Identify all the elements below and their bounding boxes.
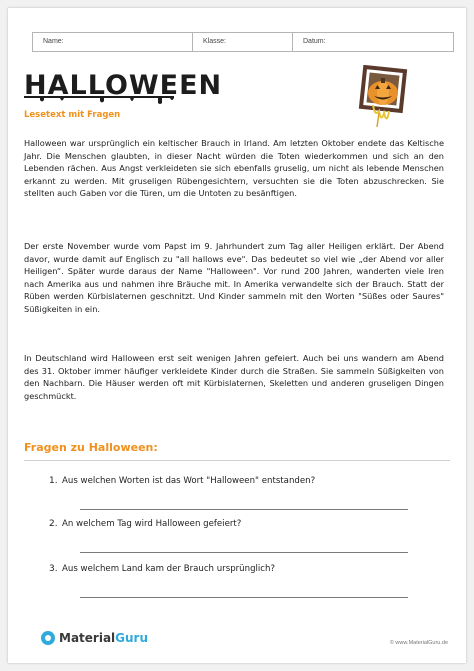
question-text: An welchem Tag wird Halloween gefeiert? <box>62 519 242 529</box>
question-text: Aus welchem Land kam der Brauch ursprünglich? <box>62 564 276 574</box>
question-number: 3. <box>49 564 58 574</box>
question-number: 2. <box>49 519 58 529</box>
brand-name: MaterialGuru <box>59 631 149 645</box>
page-title: HALLOWEEN <box>24 70 223 101</box>
question-2 <box>49 519 242 529</box>
brand-logo <box>41 631 148 645</box>
page-subtitle: Lesetext mit Fragen <box>24 110 121 120</box>
paragraph-2: Der erste November wurde vom Papst im 9. Jahrhundert zum Tag aller Heiligen erklärt. Der Abend davor, wurde damit auf Englisch zu "all hallows eve". Das bedeutet so viel wie „der Abend vor aller Heiligen“. Später wurde daraus der Name "Halloween". Vor rund 200 Jahren, wanderten viele Iren nach Amerika aus und nahmen ihre Bräuche mit. In Amerika verwandelte sich der Brauch. Statt der Rüben werden Kürbislaternen geschnitzt. Und Kinder sammeln mit den Worten "Süßes oder Saures" Süßigkeiten in ein. <box>24 241 444 314</box>
drip-decoration-icon <box>24 96 194 106</box>
class-field[interactable]: Klasse: <box>193 33 293 51</box>
question-1 <box>49 476 316 486</box>
pumpkin-icon <box>355 65 409 133</box>
header-fields <box>32 32 454 52</box>
answer-line-2[interactable] <box>80 552 408 553</box>
paragraph-3: In Deutschland wird Halloween erst seit wenigen Jahren gefeiert. Auch bei uns wandern am Abend des 31. Oktober immer häufiger verkleidete Kinder durch die Straßen. Sie sammeln Süßigkeiten von den Nachbarn. Die Häuser werden oft mit Kürbislaternen, Skeletten und anderen gruseligen Dingen geschmückt. <box>24 353 444 401</box>
answer-line-3[interactable] <box>80 597 408 598</box>
question-number: 1. <box>49 476 58 486</box>
date-field[interactable]: Datum: <box>303 38 326 45</box>
materialguru-logo-icon <box>41 631 55 645</box>
name-field[interactable]: Name: <box>33 33 193 51</box>
paragraph-1: Halloween war ursprünglich ein keltischer Brauch in Irland. Am letzten Oktober endete das Keltische Jahr. Die Menschen glaubten, in dieser Nacht würden die Toten wiederkommen und sich an den Lebenden rächen. Aus Angst verkleideten sie sich ebenfalls gruselig, um nicht als lebende Menschen erkannt zu werden. Mit gruseligen Rübengesichtern, versuchten sie die Toten abzuschrecken. Sie stellten auch Gaben vor die Türen, um die Untoten zu besänftigen. <box>24 138 444 198</box>
question-text: Aus welchen Worten ist das Wort "Halloween" entstanden? <box>62 476 316 486</box>
copyright: © www.MaterialGuru.de <box>389 640 448 646</box>
divider <box>24 460 450 461</box>
answer-line-1[interactable] <box>80 509 408 510</box>
question-3 <box>49 564 276 574</box>
questions-heading: Fragen zu Halloween: <box>24 441 158 454</box>
